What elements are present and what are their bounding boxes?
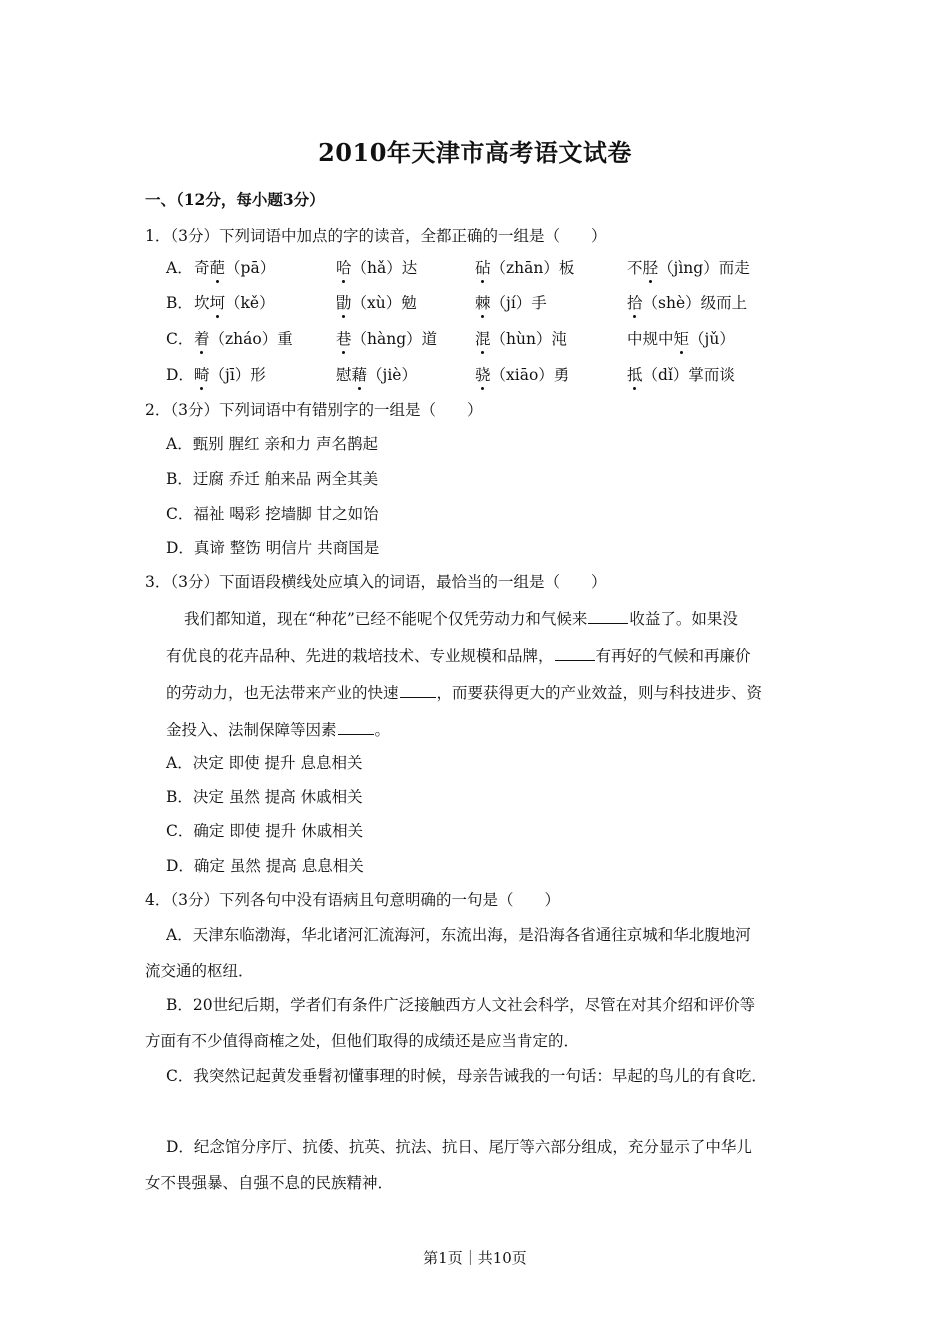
option-word: 混（hùn）沌: [475, 330, 567, 348]
option-word: 奇葩（pā）: [194, 259, 276, 277]
question-3-stem: 3．（3分）下面语段横线处应填入的词语，最恰当的一组是（ ）: [145, 573, 607, 591]
emphasis-dotted-char: 葩: [209, 259, 226, 277]
option-word: 中规中矩（jǔ）: [627, 330, 735, 348]
emphasis-dotted-char: 骁: [475, 366, 491, 384]
question-4-option-c-line-1: C．我突然记起黄发垂髫初懂事理的时候，母亲告诫我的一句话：早起的鸟儿的有食吃．: [166, 1067, 767, 1085]
option-word: 抵（dǐ）掌而谈: [627, 366, 735, 384]
emphasis-dotted-char: 哈: [336, 259, 352, 277]
question-3-passage-line-4: 金投入、法制保障等因素 。: [166, 718, 390, 740]
option-word: 不胫（jìng）而走: [627, 259, 750, 277]
emphasis-dotted-char: 勖: [336, 294, 352, 312]
emphasis-dotted-char: 棘: [475, 294, 491, 312]
option-word: 拾（shè）级而上: [627, 294, 748, 312]
answer-blank-2: [555, 644, 595, 661]
question-4-stem: 4．（3分）下列各句中没有语病且句意明确的一句是（ ）: [145, 891, 560, 909]
answer-blank-4: [338, 718, 374, 735]
question-2-option-b: B．迂腐 乔迁 舶来品 两全其美: [166, 470, 379, 488]
question-4-option-d-line-2: 女不畏强暴、自强不息的民族精神．: [145, 1174, 394, 1192]
question-4-option-a-line-2: 流交通的枢纽．: [145, 962, 254, 980]
question-4-option-a-line-1: A．天津东临渤海，华北诸河汇流海河，东流出海，是沿海各省通往京城和华北腹地河: [166, 926, 751, 944]
option-word: 着（zháo）重: [194, 330, 293, 348]
option-word: 哈（hǎ）达: [336, 259, 418, 277]
question-3-passage-line-1: 我们都知道，现在“种花”已经不能呢个仅凭劳动力和气候来 收益了。如果没: [184, 607, 738, 629]
question-3-option-c: C．确定 即使 提升 休戚相关: [166, 822, 364, 840]
emphasis-dotted-char: 抵: [627, 366, 643, 384]
option-letter: B．: [166, 294, 193, 312]
emphasis-dotted-char: 坷: [209, 294, 226, 312]
page-title: 2010年天津市高考语文试卷: [318, 138, 632, 167]
option-letter: A．: [166, 259, 193, 277]
question-2-option-c: C．福祉 喝彩 挖墙脚 甘之如饴: [166, 505, 379, 523]
option-word: 砧（zhān）板: [475, 259, 575, 277]
option-letter: D．: [166, 366, 194, 384]
answer-blank-3: [400, 681, 436, 698]
question-3-passage-line-3: 的劳动力，也无法带来产业的快速 ，而要获得更大的产业效益，则与科技进步、资: [166, 681, 762, 703]
question-4-option-b-line-2: 方面有不少值得商榷之处，但他们取得的成绩还是应当肯定的．: [145, 1032, 580, 1050]
emphasis-dotted-char: 畸: [194, 366, 210, 384]
option-letter: C．: [166, 330, 194, 348]
question-1-stem: 1．（3分）下列词语中加点的字的读音，全都正确的一组是（ ）: [145, 227, 607, 245]
option-word: 骁（xiāo）勇: [475, 366, 570, 384]
option-word: 巷（hàng）道: [336, 330, 438, 348]
option-word: 慰藉（jiè）: [336, 366, 417, 384]
question-3-option-d: D．确定 虽然 提高 息息相关: [166, 857, 364, 875]
emphasis-dotted-char: 巷: [336, 330, 352, 348]
emphasis-dotted-char: 砧: [475, 259, 491, 277]
emphasis-dotted-char: 胫: [642, 259, 659, 277]
question-4-option-b-line-1: B．20世纪后期，学者们有条件广泛接触西方人文社会科学，尽管在对其介绍和评价等: [166, 996, 756, 1014]
question-3-option-a: A．决定 即使 提升 息息相关: [166, 754, 363, 772]
emphasis-dotted-char: 矩: [673, 330, 690, 348]
option-word: 坎坷（kě）: [194, 294, 275, 312]
question-4-option-d-line-1: D．纪念馆分序厅、抗倭、抗英、抗法、抗日、尾厅等六部分组成，充分显示了中华儿: [166, 1138, 752, 1156]
question-2-stem: 2．（3分）下列词语中有错别字的一组是（ ）: [145, 401, 483, 419]
emphasis-dotted-char: 拾: [627, 294, 643, 312]
page-footer: 第1页｜共10页: [423, 1249, 527, 1267]
section-heading: 一、（12分，每小题3分）: [145, 190, 325, 209]
emphasis-dotted-char: 混: [475, 330, 491, 348]
emphasis-dotted-char: 藉: [351, 366, 368, 384]
option-word: 畸（jī）形: [194, 366, 266, 384]
question-3-option-b: B．决定 虽然 提高 休戚相关: [166, 788, 363, 806]
option-word: 棘（jí）手: [475, 294, 547, 312]
emphasis-dotted-char: 着: [194, 330, 210, 348]
question-2-option-d: D．真谛 整饬 明信片 共商国是: [166, 539, 380, 557]
question-2-option-a: A．甄别 腥红 亲和力 声名鹊起: [166, 435, 378, 453]
answer-blank-1: [588, 607, 628, 624]
question-3-passage-line-2: 有优良的花卉品种、先进的栽培技术、专业规模和品牌， 有再好的气候和再廉价: [166, 644, 751, 666]
option-word: 勖（xù）勉: [336, 294, 417, 312]
